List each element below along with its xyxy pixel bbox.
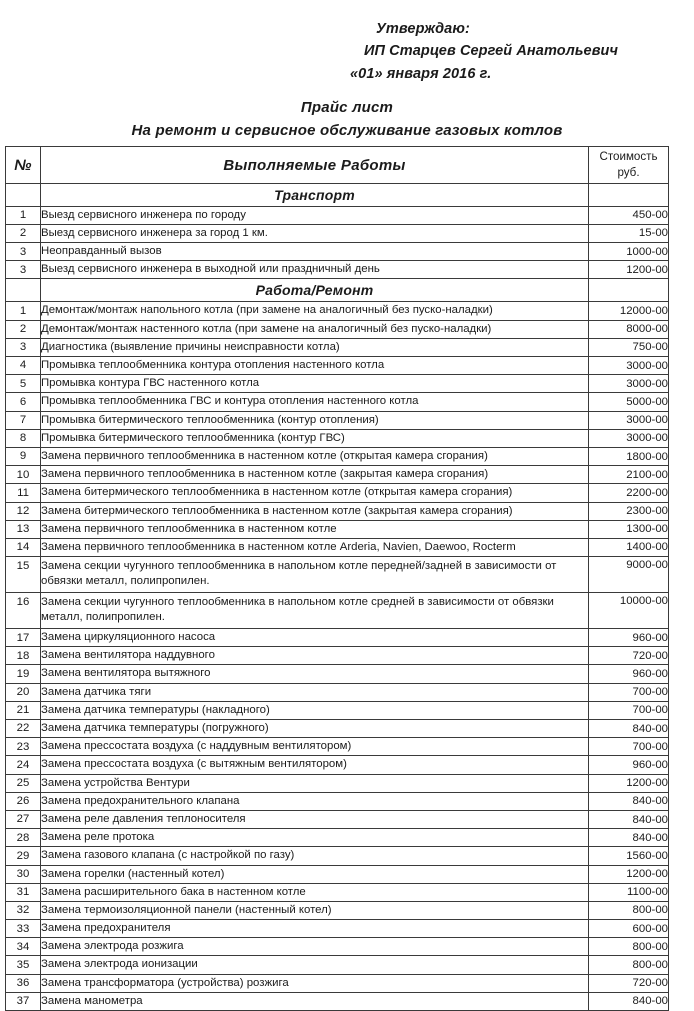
price-table-body xyxy=(6,183,669,1010)
row-number: 3 xyxy=(6,243,41,261)
row-work-description: Замена электрода ионизации xyxy=(41,956,589,974)
section-header-row xyxy=(6,279,669,302)
row-work-description: Замена первичного теплообменника в настенном котле Arderia, Navien, Daewoo, Rocterm xyxy=(41,538,589,556)
row-work-description: Замена реле протока xyxy=(41,829,589,847)
row-number: 4 xyxy=(6,357,41,375)
row-number: 5 xyxy=(6,375,41,393)
row-work-description: Демонтаж/монтаж напольного котла (при замене на аналогичный без пуско-наладки) xyxy=(41,302,589,320)
table-row xyxy=(6,429,669,447)
row-price: 10000-00 xyxy=(589,593,669,629)
row-work-description: Промывка контура ГВС настенного котла xyxy=(41,375,589,393)
row-number: 33 xyxy=(6,920,41,938)
table-row xyxy=(6,920,669,938)
table-row xyxy=(6,938,669,956)
row-work-description: Замена секции чугунного теплообменника в напольном котле средней в зависимости от обвязки металл, полипропилен. xyxy=(41,593,589,629)
row-work-description: Замена вентилятора вытяжного xyxy=(41,665,589,683)
approval-line-1: Утверждаю: xyxy=(376,21,470,37)
row-number: 22 xyxy=(6,720,41,738)
row-work-description: Замена секции чугунного теплообменника в напольном котле передней/задней в зависимости от обвязки металл, полипропилен. xyxy=(41,557,589,593)
table-row xyxy=(6,974,669,992)
section-title: Транспорт xyxy=(41,183,589,206)
table-row xyxy=(6,883,669,901)
row-work-description: Замена первичного теплообменника в настенном котле (открытая камера сгорания) xyxy=(41,447,589,465)
table-row xyxy=(6,738,669,756)
section-num-cell xyxy=(6,279,41,302)
row-number: 30 xyxy=(6,865,41,883)
row-work-description: Замена трансформатора (устройства) розжига xyxy=(41,974,589,992)
row-price: 800-00 xyxy=(589,901,669,919)
row-price: 3000-00 xyxy=(589,357,669,375)
approval-line-2: ИП Старцев Сергей Анатольевич xyxy=(364,43,619,60)
row-number: 18 xyxy=(6,647,41,665)
row-work-description: Замена датчика температуры (погружного) xyxy=(41,720,589,738)
row-number: 9 xyxy=(6,447,41,465)
table-row xyxy=(6,338,669,356)
row-work-description: Замена предохранителя xyxy=(41,920,589,938)
row-work-description: Диагностика (выявление причины неисправности котла) xyxy=(41,338,589,356)
price-table xyxy=(5,146,669,1011)
row-price: 2200-00 xyxy=(589,484,669,502)
table-row xyxy=(6,502,669,520)
table-row xyxy=(6,847,669,865)
header-works: Выполняемые Работы xyxy=(41,147,589,183)
row-work-description: Промывка битермического теплообменника (контур отопления) xyxy=(41,411,589,429)
header-number: № xyxy=(6,147,41,183)
row-number: 16 xyxy=(6,593,41,629)
row-price: 1300-00 xyxy=(589,520,669,538)
row-price: 8000-00 xyxy=(589,320,669,338)
row-work-description: Выезд сервисного инженера по городу xyxy=(41,206,589,224)
table-row xyxy=(6,720,669,738)
table-header-row xyxy=(6,147,669,183)
table-row xyxy=(6,647,669,665)
row-price: 1560-00 xyxy=(589,847,669,865)
table-row xyxy=(6,701,669,719)
row-price: 1200-00 xyxy=(589,865,669,883)
table-row xyxy=(6,538,669,556)
row-number: 25 xyxy=(6,774,41,792)
table-row xyxy=(6,810,669,828)
row-price: 1200-00 xyxy=(589,774,669,792)
table-row xyxy=(6,357,669,375)
row-number: 7 xyxy=(6,411,41,429)
row-work-description: Замена первичного теплообменника в настенном котле (закрытая камера сгорания) xyxy=(41,466,589,484)
row-price: 840-00 xyxy=(589,720,669,738)
row-price: 800-00 xyxy=(589,956,669,974)
row-price: 840-00 xyxy=(589,829,669,847)
table-row xyxy=(6,320,669,338)
row-price: 2100-00 xyxy=(589,466,669,484)
row-work-description: Демонтаж/монтаж настенного котла (при замене на аналогичный без пуско-наладки) xyxy=(41,320,589,338)
row-work-description: Замена реле давления теплоносителя xyxy=(41,810,589,828)
approval-block xyxy=(0,0,694,85)
table-row xyxy=(6,865,669,883)
row-work-description: Замена термоизоляционной панели (настенный котел) xyxy=(41,901,589,919)
table-row xyxy=(6,243,669,261)
row-price: 720-00 xyxy=(589,647,669,665)
row-number: 21 xyxy=(6,701,41,719)
row-work-description: Замена манометра xyxy=(41,992,589,1010)
row-number: 34 xyxy=(6,938,41,956)
row-number: 12 xyxy=(6,502,41,520)
row-price: 700-00 xyxy=(589,738,669,756)
row-price: 3000-00 xyxy=(589,375,669,393)
table-row xyxy=(6,629,669,647)
table-row xyxy=(6,447,669,465)
row-number: 37 xyxy=(6,992,41,1010)
row-price: 960-00 xyxy=(589,665,669,683)
row-price: 3000-00 xyxy=(589,429,669,447)
header-price xyxy=(589,147,669,183)
row-work-description: Неоправданный вызов xyxy=(41,243,589,261)
row-work-description: Замена электрода розжига xyxy=(41,938,589,956)
row-price: 1100-00 xyxy=(589,883,669,901)
row-number: 24 xyxy=(6,756,41,774)
row-work-description: Замена газового клапана (с настройкой по газу) xyxy=(41,847,589,865)
table-row xyxy=(6,557,669,593)
row-price: 720-00 xyxy=(589,974,669,992)
row-number: 17 xyxy=(6,629,41,647)
row-work-description: Замена циркуляционного насоса xyxy=(41,629,589,647)
row-number: 14 xyxy=(6,538,41,556)
row-price: 840-00 xyxy=(589,992,669,1010)
table-row xyxy=(6,901,669,919)
row-number: 26 xyxy=(6,792,41,810)
table-row xyxy=(6,302,669,320)
row-number: 20 xyxy=(6,683,41,701)
row-work-description: Замена битермического теплообменника в настенном котле (открытая камера сгорания) xyxy=(41,484,589,502)
row-price: 1800-00 xyxy=(589,447,669,465)
row-price: 600-00 xyxy=(589,920,669,938)
row-price: 2300-00 xyxy=(589,502,669,520)
row-price: 840-00 xyxy=(589,810,669,828)
row-work-description: Промывка битермического теплообменника (контур ГВС) xyxy=(41,429,589,447)
section-num-cell xyxy=(6,183,41,206)
table-row xyxy=(6,261,669,279)
table-row xyxy=(6,665,669,683)
section-price-cell xyxy=(589,279,669,302)
row-work-description: Замена датчика тяги xyxy=(41,683,589,701)
row-price: 5000-00 xyxy=(589,393,669,411)
row-price: 960-00 xyxy=(589,629,669,647)
table-row xyxy=(6,774,669,792)
header-price-line-1: Стоимость xyxy=(599,150,658,164)
row-number: 6 xyxy=(6,393,41,411)
table-row xyxy=(6,520,669,538)
row-number: 13 xyxy=(6,520,41,538)
table-row xyxy=(6,683,669,701)
approval-line-3: «01» января 2016 г. xyxy=(350,65,492,82)
row-work-description: Замена предохранительного клапана xyxy=(41,792,589,810)
table-row xyxy=(6,393,669,411)
row-price: 12000-00 xyxy=(589,302,669,320)
table-row xyxy=(6,484,669,502)
row-work-description: Замена горелки (настенный котел) xyxy=(41,865,589,883)
row-price: 960-00 xyxy=(589,756,669,774)
row-number: 1 xyxy=(6,302,41,320)
row-price: 9000-00 xyxy=(589,557,669,593)
row-number: 11 xyxy=(6,484,41,502)
row-price: 450-00 xyxy=(589,206,669,224)
row-price: 800-00 xyxy=(589,938,669,956)
table-row xyxy=(6,829,669,847)
table-row xyxy=(6,224,669,242)
row-price: 1000-00 xyxy=(589,243,669,261)
table-row xyxy=(6,992,669,1010)
row-work-description: Промывка теплообменника ГВС и контура отопления настенного котла xyxy=(41,393,589,411)
row-number: 35 xyxy=(6,956,41,974)
section-header-row xyxy=(6,183,669,206)
row-price: 1400-00 xyxy=(589,538,669,556)
row-number: 2 xyxy=(6,224,41,242)
row-number: 19 xyxy=(6,665,41,683)
table-row xyxy=(6,375,669,393)
price-table-wrapper xyxy=(5,146,668,1011)
row-number: 15 xyxy=(6,557,41,593)
row-price: 3000-00 xyxy=(589,411,669,429)
page-subtitle: На ремонт и сервисное обслуживание газовых котлов xyxy=(131,122,563,140)
row-work-description: Замена датчика температуры (накладного) xyxy=(41,701,589,719)
table-row xyxy=(6,756,669,774)
row-price: 15-00 xyxy=(589,224,669,242)
table-row xyxy=(6,206,669,224)
section-title: Работа/Ремонт xyxy=(41,279,589,302)
row-number: 23 xyxy=(6,738,41,756)
header-price-line-2: руб. xyxy=(617,166,640,180)
row-number: 32 xyxy=(6,901,41,919)
page-title: Прайс лист xyxy=(300,99,394,117)
row-number: 29 xyxy=(6,847,41,865)
row-price: 840-00 xyxy=(589,792,669,810)
row-number: 31 xyxy=(6,883,41,901)
table-row xyxy=(6,593,669,629)
row-work-description: Замена первичного теплообменника в настенном котле xyxy=(41,520,589,538)
row-number: 10 xyxy=(6,466,41,484)
row-number: 3 xyxy=(6,338,41,356)
table-row xyxy=(6,956,669,974)
table-row xyxy=(6,466,669,484)
row-work-description: Замена вентилятора наддувного xyxy=(41,647,589,665)
row-number: 1 xyxy=(6,206,41,224)
row-number: 28 xyxy=(6,829,41,847)
row-number: 36 xyxy=(6,974,41,992)
row-work-description: Замена прессостата воздуха (с вытяжным вентилятором) xyxy=(41,756,589,774)
row-work-description: Замена битермического теплообменника в настенном котле (закрытая камера сгорания) xyxy=(41,502,589,520)
table-row xyxy=(6,792,669,810)
row-work-description: Замена расширительного бака в настенном котле xyxy=(41,883,589,901)
table-row xyxy=(6,411,669,429)
row-work-description: Выезд сервисного инженера в выходной или праздничный день xyxy=(41,261,589,279)
row-number: 2 xyxy=(6,320,41,338)
row-work-description: Промывка теплообменника контура отопления настенного котла xyxy=(41,357,589,375)
row-work-description: Замена прессостата воздуха (с наддувным вентилятором) xyxy=(41,738,589,756)
section-price-cell xyxy=(589,183,669,206)
row-price: 700-00 xyxy=(589,701,669,719)
row-work-description: Замена устройства Вентури xyxy=(41,774,589,792)
row-number: 27 xyxy=(6,810,41,828)
row-price: 750-00 xyxy=(589,338,669,356)
row-work-description: Выезд сервисного инженера за город 1 км. xyxy=(41,224,589,242)
row-number: 3 xyxy=(6,261,41,279)
row-number: 8 xyxy=(6,429,41,447)
row-price: 700-00 xyxy=(589,683,669,701)
price-table-head xyxy=(6,147,669,183)
row-price: 1200-00 xyxy=(589,261,669,279)
